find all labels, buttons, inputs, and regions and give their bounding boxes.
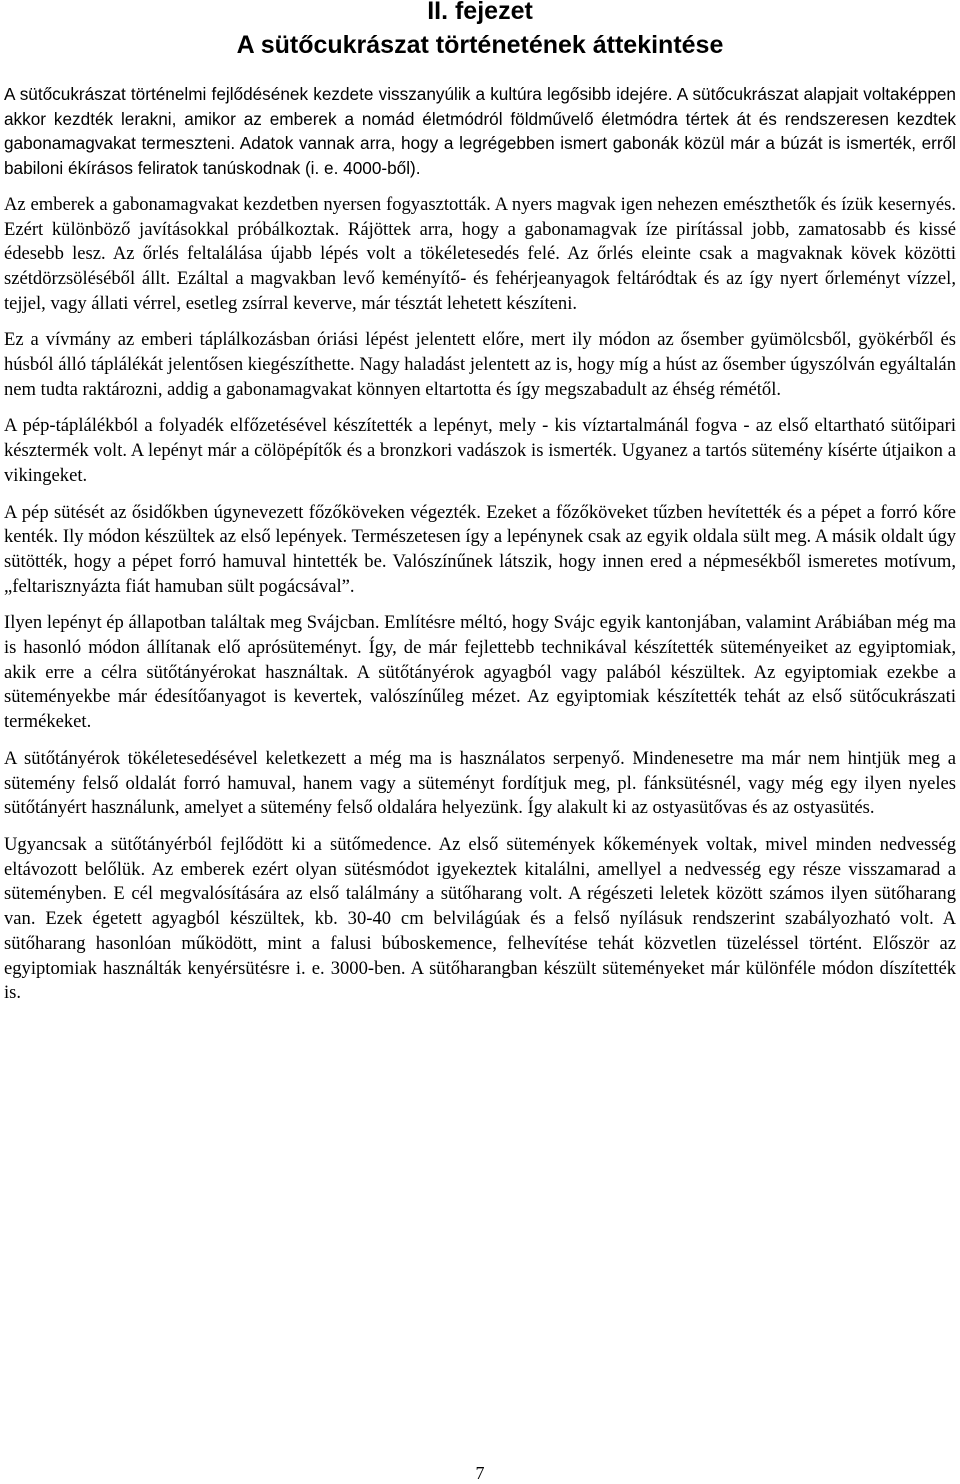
paragraph-baking-bell: Ugyancsak a sütőtányérból fejlődött ki a sütőmedence. Az első sütemények kőkemények voltak, mivel minden nedvesség eltávozott belőlük. Az emberek ezért olyan sütésmódot igyekeztek kitalálni, amellyel a nedvesség egy része visszamarad a süteményben. E cél megvalósítására az első találmány a sütőharang volt. A régészeti leletek között számos ilyen sütőharang van. Ezek égetett agyagból készültek, kb. 30-40 cm belvilágúak és a felső nyílásuk rendszerint szabályozható volt. A sütőharang hasonlóan működött, mint a falusi búboskemence, felhevítése tehát közvetlen tüzeléssel történt. Először az egyiptomiak használták kenyérsütésre i. e. 3000-ben. A sütőharangban készült süteményeket már különféle módon díszítették is.	[4, 833, 956, 1004]
paragraph-flatbread: A pép-táplálékból a folyadék elfőzetésével készítették a lepényt, mely - kis víztartalmánál fogva - az első eltartható sütőipari késztermék volt. A lepényt már a cölöpépítők és a bronzkori vadászok is ismerték. Ugyanez a tartós sütemény kísérte útjaikon a vikingeket.	[4, 415, 956, 486]
paragraph-nutrition: Ez a vívmány az emberi táplálkozásban óriási lépést jelentett előre, mert ily módon az ősember gyümölcsből, gyökérből és húsból álló táplálékát jelentősen kiegészíthette. Nagy haladást jelentett az is, hogy míg a húst az ősember úgyszólván egyáltalán nem tudta raktározni, addig a gabonamagvakat könnyen eltartotta és így megszabadult az éhség rémétől.	[4, 329, 956, 400]
paragraph-raw-grains: Az emberek a gabonamagvakat kezdetben nyersen fogyasztották. A nyers magvak igen nehezen emészthetők és ízük kesernyés. Ezért különböző javításokkal próbálkoztak. Rájöttek arra, hogy a gabonamagvak íze pirítással jobb, zamatosabb és kissé édesebb lesz. Az őrlés feltalálása újabb lépés volt a tökéletesedés felé. Az őrlés eleinte csak a magvaknak kövek közötti szétdörzsöléséből állt. Ezáltal a magvakban levő keményítő- és fehérjeanyagok feltáródtak és az így nyert őrleményt vízzel, tejjel, vagy állati vérrel, esetleg zsírral keverve, már tésztát lehetett készíteni.	[4, 193, 956, 314]
document-page	[4, 0, 956, 1484]
paragraph-cooking-stones: A pép sütését az ősidőkben úgynevezett főzőköveken végezték. Ezeket a főzőköveket tűzben hevítették és a pépet a forró kőre kenték. Ily módon készültek az első lepények. Természetesen így a lepénynek csak az egyik oldala sült meg. A másik oldalt úgy sütötték, hogy a pépet forró hamuval hintették be. Valószínűnek látszik, hogy innen ered a népmesékből ismeretes motívum, „feltarisznyázta fiát hamuban sült pogácsával”.	[4, 501, 956, 597]
chapter-title: A sütőcukrászat történetének áttekintése	[236, 31, 724, 59]
chapter-number: II. fejezet	[427, 0, 533, 25]
page-number: 7	[475, 1463, 485, 1483]
paragraph-pan: A sütőtányérok tökéletesedésével keletkezett a még ma is használatos serpenyő. Mindenesetre ma már nem hintjük meg a sütemény felső oldalát forró hamuval, hanem vagy a süteményt fordítjuk meg, pl. fánksütésnél, vagy még egy ilyen nyeles sütőtányért használunk, amelyet a sütemény felső oldalára helyezünk. Így alakult ki az ostyasütővas és az ostyasütés.	[4, 747, 956, 819]
paragraph-origins: A sütőcukrászat történelmi fejlődésének kezdete visszanyúlik a kultúra legősibb idejére. A sütőcukrászat alapjait voltaképpen akkor kezdték lerakni, amikor az emberek a nomád életmódról földművelő életmódra tértek át és rendszeresen kezdtek gabonamagvakat termeszteni. Adatok vannak arra, hogy a legrégebben ismert gabonák közül már a búzát is ismerték, erről babiloni ékírásos feliratok tanúskodnak (i. e. 4000-ből).	[4, 84, 956, 179]
paragraph-switzerland-egypt: Ilyen lepényt ép állapotban találtak meg Svájcban. Említésre méltó, hogy Svájc egyik kantonjában, valamint Arábiában még ma is hasonló módon állítanak elő aprósüteményt. Így, de már fejlettebb technikával készítették süteményeiket az egyiptomiak, akik erre a célra sütőtányérokat használtak. A sütőtányérok agyagból vagy palából készültek. Az egyiptomiak ezekbe a süteményekbe már édesítőanyagot is kevertek, valószínűleg mézet. Az egyiptomiak készítették tehát az első sütőcukrászati termékeket.	[4, 612, 956, 733]
